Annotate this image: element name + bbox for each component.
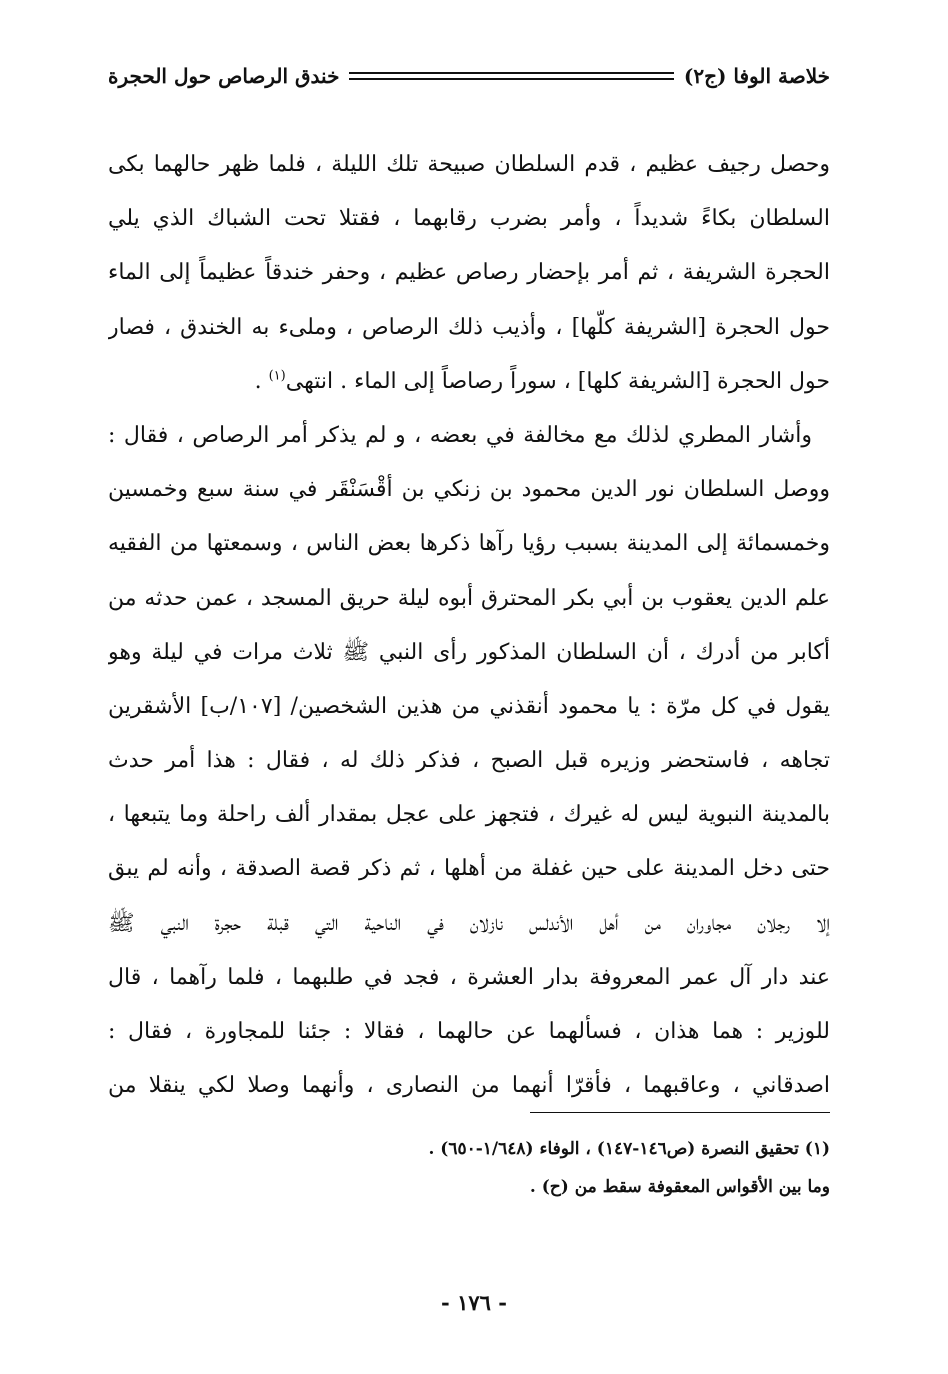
footnotes: [108, 1130, 830, 1206]
section-title: خندق الرصاص حول الحجرة: [108, 64, 340, 88]
text-line: وحصل رجيف عظيم ، قدم السلطان صبيحة تلك الليلة ، فلما ظهر حالهما بكى: [108, 152, 830, 177]
text-line: عند دار آل عمر المعروفة بدار العشرة ، فجد في طلبهما ، فلما رآهما ، قال: [108, 964, 830, 990]
text-line: يقول في كل مرّة : يا محمود أنقذني من هذين الشخصين/ [١٠٧/ب] الأشقرين: [108, 693, 830, 719]
header-rule: [349, 72, 673, 80]
book-title: خلاصة الوفا (ج٢): [683, 64, 830, 88]
footnote-2: وما بين الأقواس المعقوفة سقط من (ح) .: [529, 1177, 830, 1197]
text-line: علم الدين يعقوب بن أبي بكر المحترق أبوه ليلة حريق المسجد ، عمن حدثه من: [108, 585, 830, 611]
body-text: [108, 138, 830, 1113]
text-line: ووصل السلطان نور الدين محمود بن زنكي بن أقْسَنْقَر في سنة سبع وخمسين: [108, 477, 830, 503]
text-line: وأشار المطري لذلك مع مخالفة في بعضه ، و لم يذكر أمر الرصاص ، فقال :: [108, 422, 812, 448]
text-line-with-footnote: [108, 355, 830, 409]
text-line: إلا رجلان مجاوران من أهل الأندلس نازلان في الناحية التي قبلة حجرة النبي ﷺ: [108, 910, 830, 936]
text-line: للوزير : هما هذان ، فسألهما عن حالهما ، فقالا : جئنا للمجاورة ، فقال :: [108, 1019, 830, 1044]
footnote-1: (١) تحقيق النصرة (ص١٤٦-١٤٧) ، الوفاء (١/٦٤٨-٦٥٠) .: [428, 1139, 830, 1159]
text-line: السلطان بكاءً شديداً ، وأمر بضرب رقابهما ، فقتلا تحت الشباك الذي يلي: [108, 206, 830, 232]
text-line: حول الحجرة [الشريفة كلّها] ، وأذيب ذلك الرصاص ، وملىء به الخندق ، فصار: [108, 314, 830, 340]
text-line: أكابر من أدرك ، أن السلطان المذكور رأى النبي ﷺ ثلاث مرات في ليلة وهو: [108, 639, 830, 665]
text-line: اصدقاني ، وعاقبهما ، فأقرّا أنهما من النصارى ، وأنهما وصلا لكي ينقلا من: [108, 1073, 830, 1099]
running-header: [108, 56, 830, 96]
page-number: - ١٧٦ -: [441, 1290, 507, 1315]
line-end-period: .: [254, 368, 262, 394]
text-line: حتى دخل المدينة على حين غفلة من أهلها ، ثم ذكر قصة الصدقة ، وأنه لم يبق: [108, 856, 830, 882]
footnote-marker: (١): [268, 368, 286, 384]
text-line: وخمسمائة إلى المدينة بسبب رؤيا رآها ذكرها بعض الناس ، وسمعتها من الفقيه: [108, 531, 830, 557]
footnote-separator: [530, 1112, 830, 1113]
text-line: بالمدينة النبوية ليس له غيرك ، فتجهز على عجل بمقدار ألف راحلة وما يتبعها ،: [108, 802, 830, 828]
text-line: تجاهه ، فاستحضر وزيره قبل الصبح ، فذكر ذلك له ، فقال : هذا أمر حدث: [108, 748, 830, 774]
text-line: الحجرة الشريفة ، ثم أمر بإحضار رصاص عظيم ، وحفر خندقاً عظيماً إلى الماء: [108, 260, 830, 286]
text-line-content: حول الحجرة [الشريفة كلها] ، سوراً رصاصاً إلى الماء . انتهى: [285, 368, 830, 394]
